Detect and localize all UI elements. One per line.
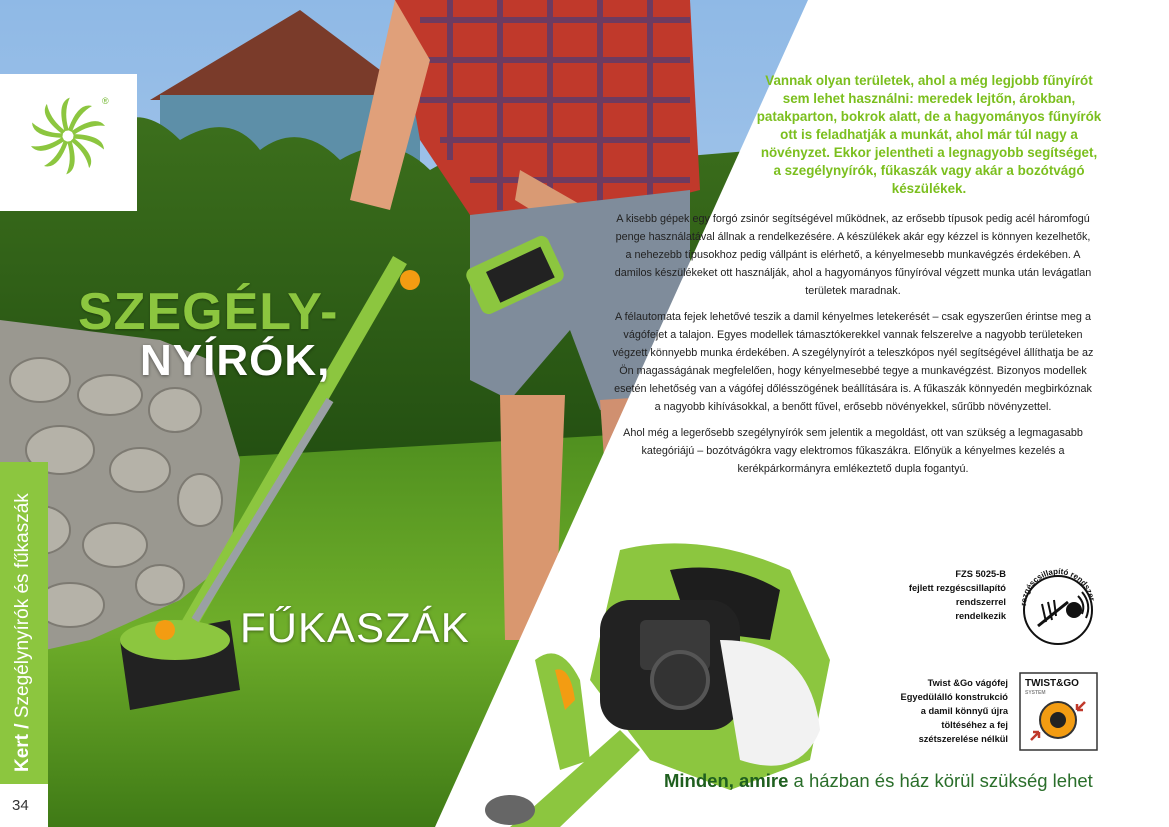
headline-line-3: FŰKASZÁK	[240, 604, 470, 651]
registered-mark: ®	[102, 96, 109, 106]
tagline	[664, 770, 1093, 792]
twist-go-head-icon	[1019, 672, 1098, 751]
twist-badge-sub: SYSTEM	[1025, 690, 1046, 696]
body-paragraph-3: Ahol még a legerősebb szegélynyírók sem jelentik a megoldást, ott van szükség a legmagasabb kategóriájú – bozótvágókra vagy elektromos fűkaszákra. Előnyük a kényelmes kezelés a kerékpárkormányra emlékeztető dupla fogantyú.	[623, 427, 1083, 475]
feature-fzs	[866, 567, 1006, 623]
tagline-bold: Minden, amire	[664, 770, 789, 791]
feature-fzs-line1: fejlett rezgéscsillapító	[908, 583, 1006, 593]
side-section: Szegélynyírók és fűkaszák	[12, 493, 33, 719]
body-text	[612, 210, 1094, 486]
headline-line-2: NYÍRÓK,	[140, 336, 331, 385]
feature-fzs-line2: rendszerrel	[955, 597, 1006, 607]
side-category: Kert /	[12, 723, 33, 772]
vibration-badge-text: rezgéscsillapító rendszer	[1018, 566, 1097, 607]
feature-twist-line3: töltéséhez a fej	[941, 720, 1008, 730]
section-side-label	[12, 493, 34, 772]
feature-twist-line1: Egyedülálló konstrukció	[900, 692, 1008, 702]
page-number: 34	[12, 797, 29, 814]
feature-twist	[858, 676, 1008, 746]
twist-badge-title: TWIST&GO	[1025, 678, 1079, 689]
feature-twist-title: Twist &Go vágófej	[927, 678, 1008, 688]
headline-line-1: SZEGÉLY-	[78, 283, 339, 341]
logo-box	[0, 74, 137, 211]
body-paragraph-1: A kisebb gépek egy forgó zsinór segítségével működnek, az erősebb típusok pedig acél háromfogú penge használatával állnak a rendelkezésére. A készülékek akár egy kézzel is könnyen kezelhetők, a nehezebb típusokhoz pedig vállpánt is elérhető, a kényelmesebb munkavégzés érdekében. A damilos készülékeket ott használják, ahol a hagyományos fűnyíróval végzett munka után levágatlan területek maradnak.	[614, 213, 1092, 297]
feature-twist-line4: szétszerelése nélkül	[918, 734, 1008, 744]
vibration-damping-icon	[1016, 564, 1100, 648]
intro-paragraph: Vannak olyan területek, ahol a még legjobb fűnyírót sem lehet használni: meredek lejtőn, árokban, patakparton, bokrok alatt, de a hagyományos fűnyírók ott is feladhatják a munkát, ahol már túl nagy a növényzet. Ekkor jelentheti a legnagyobb segítséget, a szegélynyírók, fűkaszák vagy akár a bozótvágó készülékek.	[756, 73, 1102, 196]
feature-fzs-model: FZS 5025-B	[955, 569, 1006, 579]
fieldmann-swirl-logo-icon	[28, 96, 108, 176]
body-paragraph-2: A félautomata fejek lehetővé teszik a damil kényelmes letekerését – csak egyszerűen érintse meg a vágófejet a talajon. Egyes modellek támasztókerekkel vannak felszerelve a nagyobb területeken végzett könnyebb munka érdekében. A szegélynyírót a teleszkópos nyél segítségével állíthatja be az Ön magasságának megfelelően, hogy kényelmesebbé tegye a munkavégzést. Bizonyos modellek esetén lehetőség van a vágófej dőlésszögének beállítására is. A fűkaszák könnyedén megbirkóznak a nagyobb kihívásokkal, a benőtt fűvel, erősebb növényekkel, sűrűbb növényzettel.	[612, 311, 1094, 413]
tagline-rest: a házban és ház körül szükség lehet	[788, 770, 1093, 791]
feature-twist-line2: a damil könnyű újra	[920, 706, 1008, 716]
feature-fzs-line3: rendelkezik	[955, 611, 1006, 621]
